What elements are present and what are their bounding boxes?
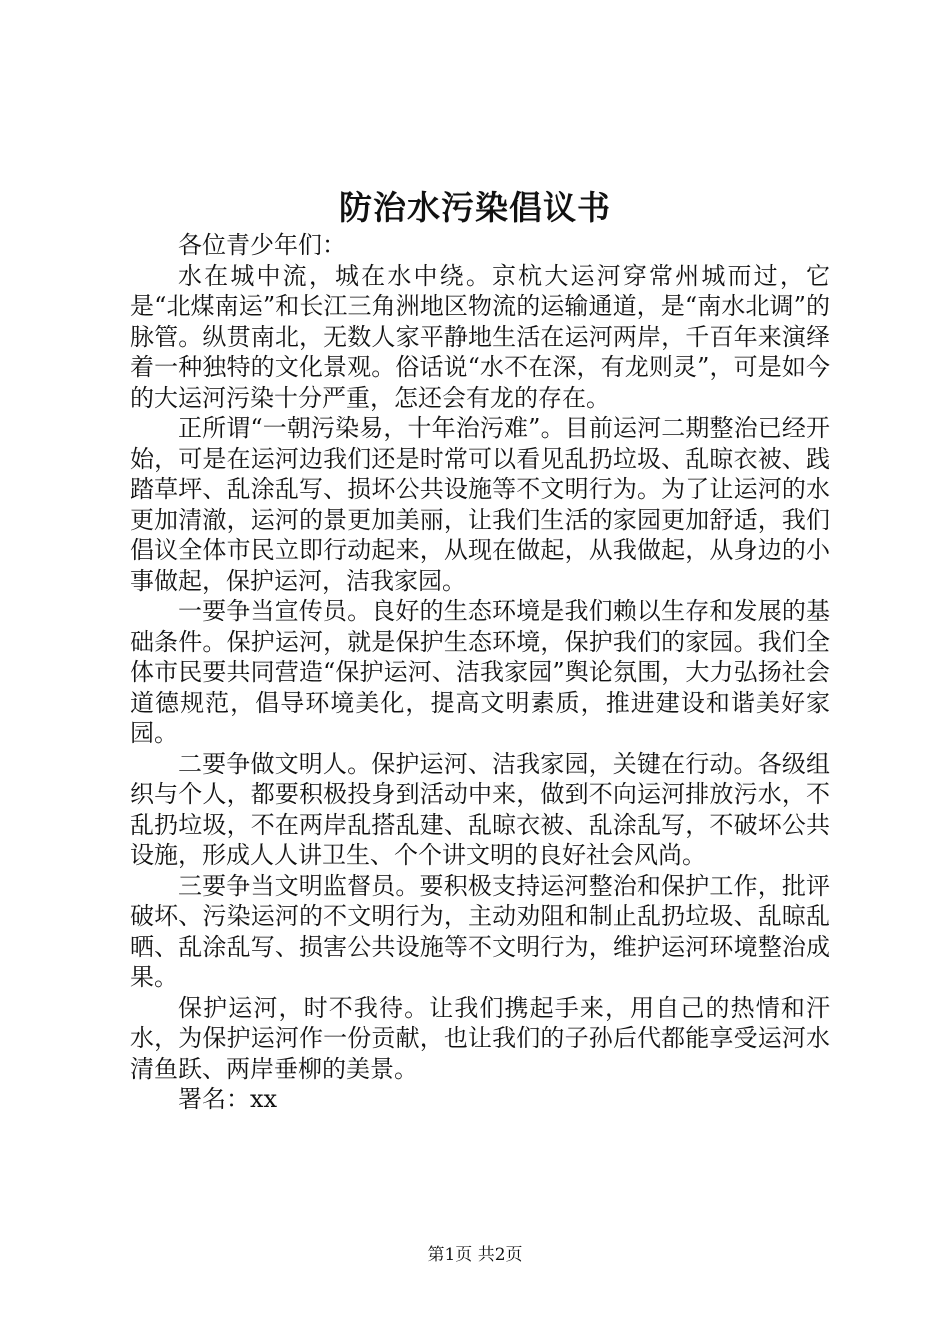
paragraph-3: 一要争当宣传员。良好的生态环境是我们赖以生存和发展的基础条件。保护运河，就是保护生态环境，保护我们的家园。我们全体市民要共同营造“保护运河、洁我家园”舆论氛围，大力弘扬社会道德规范，倡导环境美化，提高文明素质，推进建设和谐美好家园。 xyxy=(130,597,830,747)
paragraph-4: 二要争做文明人。保护运河、洁我家园，关键在行动。各级组织与个人，都要积极投身到活动中来，做到不向运河排放污水，不乱扔垃圾，不在两岸乱搭乱建、乱晾衣被、乱涂乱写，不破坏公共设施，形成人人讲卫生、个个讲文明的良好社会风尚。 xyxy=(130,749,830,869)
paragraph-1: 水在城中流，城在水中绕。京杭大运河穿常州城而过，它是“北煤南运”和长江三角洲地区物流的运输通道，是“南水北调”的脉管。纵贯南北，无数人家平静地生活在运河两岸，千百年来演绎着一种独特的文化景观。俗话说“水不在深，有龙则灵”，可是如今的大运河污染十分严重，怎还会有龙的存在。 xyxy=(130,261,830,412)
page-number-footer: 第1页 共2页 xyxy=(427,1245,523,1265)
paragraph-5: 三要争当文明监督员。要积极支持运河整治和保护工作，批评破坏、污染运河的不文明行为，主动劝阻和制止乱扔垃圾、乱晾乱晒、乱涂乱写、损害公共设施等不文明行为，维护运河环境整治成果。 xyxy=(130,871,830,991)
salutation: 各位青少年们： xyxy=(178,231,346,259)
paragraph-2: 正所谓“一朝污染易，十年治污难”。目前运河二期整治已经开始，可是在运河边我们还是时常可以看见乱扔垃圾、乱晾衣被、践踏草坪、乱涂乱写、损坏公共设施等不文明行为。为了让运河的水更加清澈，运河的景更加美丽，让我们生活的家园更加舒适，我们倡议全体市民立即行动起来，从现在做起，从我做起，从身边的小事做起，保护运河，洁我家园。 xyxy=(130,414,830,595)
signature: 署名：xx xyxy=(178,1085,278,1113)
document-body xyxy=(130,230,830,1115)
document-title: 防治水污染倡议书 xyxy=(339,188,611,227)
paragraph-6: 保护运河，时不我待。让我们携起手来，用自己的热情和汗水，为保护运河作一份贡献，也让我们的子孙后代都能享受运河水清鱼跃、两岸垂柳的美景。 xyxy=(130,993,830,1083)
